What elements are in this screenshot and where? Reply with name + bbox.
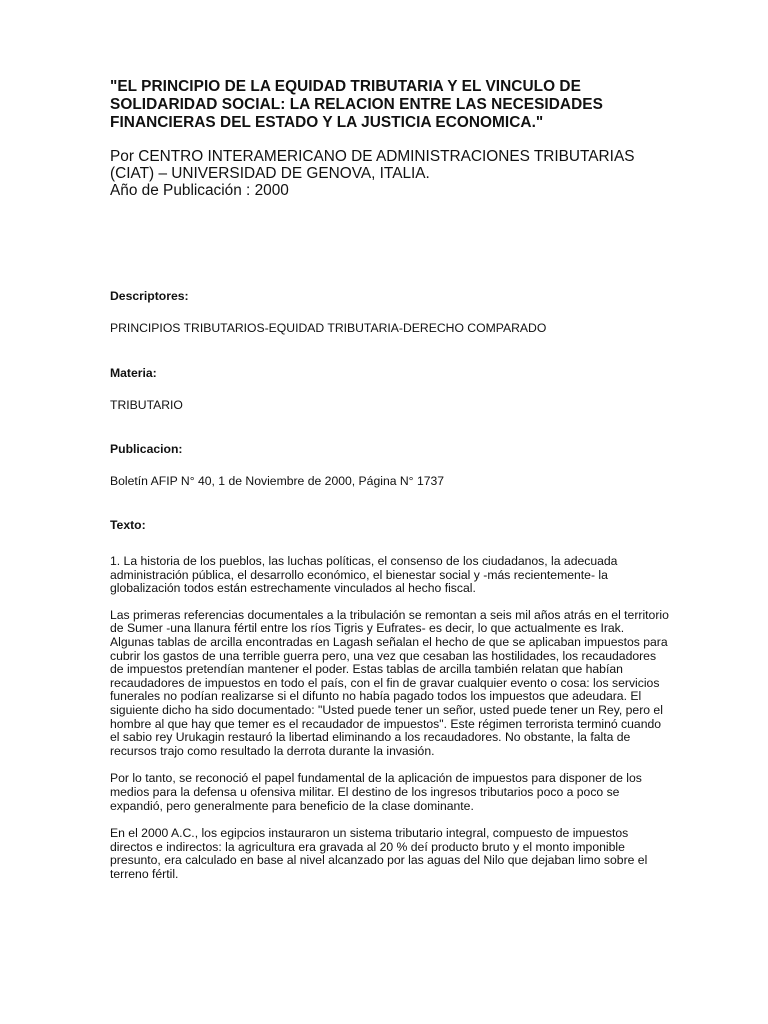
descriptores-value: PRINCIPIOS TRIBUTARIOS-EQUIDAD TRIBUTARIA-DERECHO COMPARADO	[110, 321, 547, 335]
author-line-2: (CIAT) – UNIVERSIDAD DE GENOVA, ITALIA.	[110, 165, 430, 182]
materia-label: Materia:	[110, 366, 157, 380]
document-title: "EL PRINCIPIO DE LA EQUIDAD TRIBUTARIA Y EL VINCULO DE SOLIDARIDAD SOCIAL: LA RELACION ENTRE LAS NECESIDADES FINANCIERAS DEL ESTADO Y LA JUSTICIA ECONOMICA."	[110, 78, 603, 131]
byline	[110, 148, 670, 199]
author-line-1: Por CENTRO INTERAMERICANO DE ADMINISTRACIONES TRIBUTARIAS	[110, 148, 635, 165]
body-paragraph-4: En el 2000 A.C., los egipcios instauraron un sistema tributario integral, compuesto de impuestos directos e indirectos: la agricultura era gravada al 20 % deí producto bruto y el monto imponible presunto, era calculado en base al nivel alcanzado por las aguas del Nilo que dejaban limo sobre el terreno fértil.	[110, 826, 648, 881]
publicacion-label: Publicacion:	[110, 442, 183, 456]
document-page	[110, 78, 670, 881]
texto-label: Texto:	[110, 518, 146, 532]
descriptores-label: Descriptores:	[110, 289, 189, 303]
publication-year: Año de Publicación : 2000	[110, 182, 289, 199]
publicacion-value: Boletín AFIP N° 40, 1 de Noviembre de 2000, Página N° 1737	[110, 474, 445, 488]
body-paragraph-1: 1. La historia de los pueblos, las luchas políticas, el consenso de los ciudadanos, la adecuada administración pública, el desarrollo económico, el bienestar social y -más recientemente- la globalización todos están estrechamente vinculados al hecho fiscal.	[110, 554, 618, 596]
materia-value: TRIBUTARIO	[110, 398, 183, 412]
body-paragraph-3: Por lo tanto, se reconoció el papel fundamental de la aplicación de impuestos para disponer de los medios para la defensa u ofensiva militar. El destino de los ingresos tributarios poco a poco se expandió, pero generalmente para beneficio de la clase dominante.	[110, 771, 642, 813]
body-paragraph-2: Las primeras referencias documentales a la tribulación se remontan a seis mil años atrás en el territorio de Sumer -una llanura fértil entre los ríos Tigris y Eufrates- es decir, lo que actualmente es Irak. Algunas tablas de arcilla encontradas en Lagash señalan el hecho de que se aplicaban impuestos para cubrir los gastos de una terrible guerra pero, una vez que cesaban las hostilidades, los recaudadores de impuestos pretendían mantener el poder. Estas tablas de arcilla también relatan que habían recaudadores de impuestos en todo el país, con el fin de gravar cualquier evento o cosa: los servicios funerales no podían realizarse si el difunto no había pagado todos los impuestos que adeudara. El siguiente dicho ha sido documentado: "Usted puede tener un señor, usted puede tener un Rey, pero el hombre al que hay que temer es el recaudador de impuestos". Este régimen terrorista terminó cuando el sabio rey Urukagin restauró la libertad eliminando a los recaudadores. No obstante, la falta de recursos trajo como resultado la derrota durante la invasión.	[110, 607, 669, 758]
